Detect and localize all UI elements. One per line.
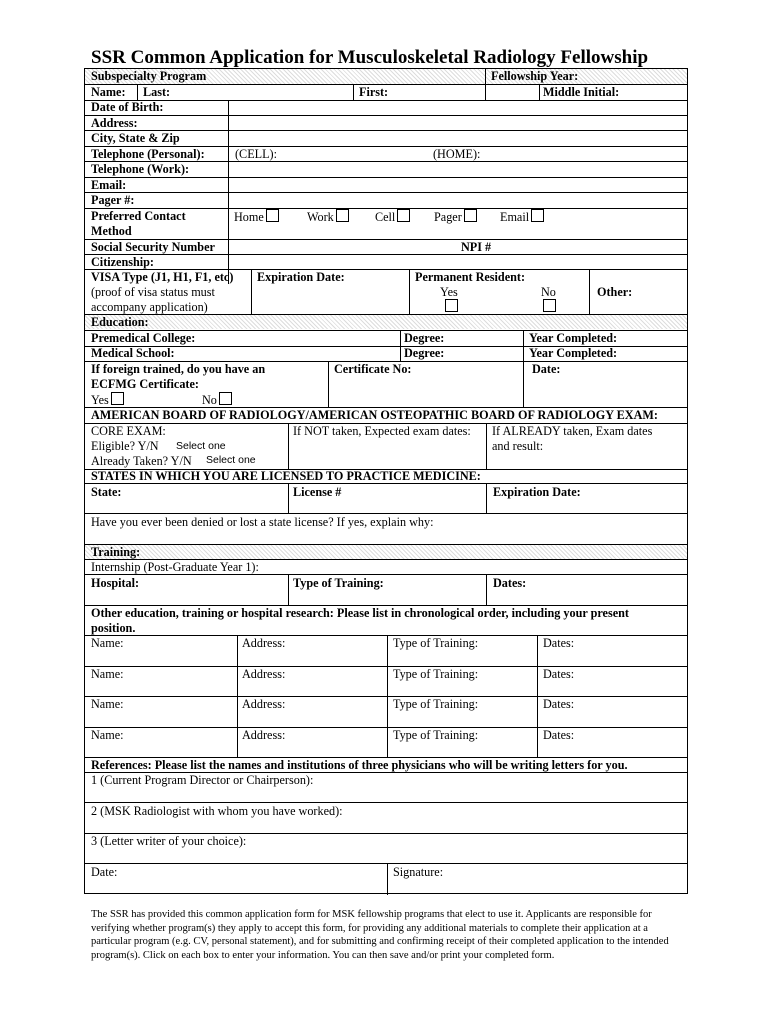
premed-degree-label: Degree: [404, 331, 445, 345]
education-heading: Education: [91, 315, 149, 329]
address-label: Address: [91, 116, 138, 130]
visa-type-label: VISA Type (J1, H1, F1, etc) [91, 270, 234, 284]
ecfmg-no-option[interactable]: No [202, 392, 232, 408]
already-taken-dates-label: If ALREADY taken, Exam dates [492, 424, 653, 438]
ecfmg-label: ECFMG Certificate: [91, 377, 199, 391]
contact-pager-option[interactable]: Pager [434, 209, 477, 225]
other-edu-name: Name: [91, 697, 124, 711]
checkbox[interactable] [111, 392, 124, 405]
reference-1-field[interactable]: 1 (Current Program Director or Chairperson): [91, 773, 314, 787]
shaded-band [85, 544, 687, 559]
ecfmg-date-label: Date: [532, 362, 561, 376]
perm-resident-yes-checkbox[interactable] [445, 299, 458, 312]
board-heading: AMERICAN BOARD OF RADIOLOGY/AMERICAN OSTEOPATHIC BOARD OF RADIOLOGY EXAM: [91, 408, 658, 422]
pager-label: Pager #: [91, 193, 135, 207]
date-field[interactable]: Date: [91, 865, 118, 879]
checkbox[interactable] [336, 209, 349, 222]
other-edu-dates: Dates: [543, 728, 575, 742]
dob-label: Date of Birth: [91, 100, 164, 114]
other-education-heading-2: position. [91, 621, 136, 635]
training-dates-label: Dates: [493, 576, 527, 590]
city-state-zip-label: City, State & Zip [91, 131, 180, 145]
checkbox[interactable] [531, 209, 544, 222]
visa-expiration-label: Expiration Date: [257, 270, 345, 284]
perm-resident-label: Permanent Resident: [415, 270, 526, 284]
visa-note: (proof of visa status must [91, 285, 215, 299]
visa-note-2: accompany application) [91, 300, 208, 314]
other-edu-address: Address: [242, 728, 286, 742]
training-type-label: Type of Training: [293, 576, 384, 590]
eligible-select[interactable]: Select one [176, 440, 226, 452]
fellowship-year-label: Fellowship Year: [491, 69, 579, 83]
other-edu-address: Address: [242, 667, 286, 681]
premed-year-label: Year Completed: [529, 331, 618, 345]
other-edu-address: Address: [242, 697, 286, 711]
not-taken-label: If NOT taken, Expected exam dates: [293, 424, 471, 438]
license-label: License # [293, 485, 342, 499]
checkbox[interactable] [219, 392, 232, 405]
other-education-heading: Other education, training or hospital research: Please list in chronological order, including your present [91, 606, 629, 620]
denied-license-question: Have you ever been denied or lost a state license? If yes, explain why: [91, 515, 434, 529]
references-heading: References: Please list the names and institutions of three physicians who will be writing letters for you. [91, 758, 628, 772]
preferred-contact-label: Preferred Contact [91, 209, 186, 223]
tel-work-label: Telephone (Work): [91, 162, 190, 176]
other-edu-address: Address: [242, 636, 286, 650]
application-form [84, 68, 688, 894]
cell-phone-field[interactable]: (CELL): [235, 147, 277, 161]
other-edu-type: Type of Training: [393, 697, 479, 711]
license-expiration-label: Expiration Date: [493, 485, 581, 499]
other-edu-type: Type of Training: [393, 728, 479, 742]
ecfmg-yes-option[interactable]: Yes [91, 392, 124, 408]
already-taken-label: Already Taken? Y/N [91, 454, 192, 468]
other-edu-name: Name: [91, 636, 124, 650]
footer-note: The SSR has provided this common application form for MSK fellowship programs that elect to use it. Applicants are responsible for verifying whether program(s) they apply to accept this form, for providing any additional materials to complete their application at a particular program (e.g. CV, personal statement), and for submitting and confirming receipt of their completed application to the intended program(s). Click on each box to enter your information. You can then save and/or print your completed form. [91, 909, 669, 961]
med-degree-label: Degree: [404, 346, 445, 360]
perm-resident-no-label: No [541, 285, 556, 299]
ssn-label: Social Security Number [91, 240, 215, 254]
preferred-contact-label-2: Method [91, 224, 132, 238]
core-exam-label: CORE EXAM: [91, 424, 166, 438]
other-edu-name: Name: [91, 667, 124, 681]
checkbox[interactable] [266, 209, 279, 222]
perm-resident-no-checkbox[interactable] [543, 299, 556, 312]
other-edu-name: Name: [91, 728, 124, 742]
eligible-label: Eligible? Y/N [91, 439, 159, 453]
signature-field[interactable]: Signature: [393, 865, 444, 879]
contact-home-option[interactable]: Home [234, 209, 279, 225]
foreign-trained-label: If foreign trained, do you have an [91, 362, 266, 376]
other-edu-dates: Dates: [543, 667, 575, 681]
shaded-band [85, 314, 687, 329]
internship-label: Internship (Post-Graduate Year 1): [91, 560, 259, 574]
already-taken-select[interactable]: Select one [206, 454, 256, 466]
other-label: Other: [597, 285, 633, 299]
contact-cell-option[interactable]: Cell [375, 209, 410, 225]
last-name-field[interactable]: Last: [143, 85, 171, 99]
middle-initial-field[interactable]: Middle Initial: [543, 85, 620, 99]
states-heading: STATES IN WHICH YOU ARE LICENSED TO PRACTICE MEDICINE: [91, 469, 481, 483]
citizenship-label: Citizenship: [91, 255, 154, 269]
email-label: Email: [91, 178, 127, 192]
hospital-label: Hospital: [91, 576, 140, 590]
state-label: State: [91, 485, 122, 499]
reference-2-field[interactable]: 2 (MSK Radiologist with whom you have worked): [91, 804, 343, 818]
med-year-label: Year Completed: [529, 346, 618, 360]
other-edu-dates: Dates: [543, 697, 575, 711]
contact-email-option[interactable]: Email [500, 209, 544, 225]
home-phone-field[interactable]: (HOME): [433, 147, 481, 161]
checkbox[interactable] [397, 209, 410, 222]
medical-school-label: Medical School: [91, 346, 175, 360]
training-heading: Training: [91, 545, 141, 559]
checkbox[interactable] [464, 209, 477, 222]
certificate-no-label: Certificate No: [334, 362, 412, 376]
tel-personal-label: Telephone (Personal): [91, 147, 205, 161]
already-taken-result-label: and result: [492, 439, 544, 453]
premedical-label: Premedical College: [91, 331, 196, 345]
reference-3-field[interactable]: 3 (Letter writer of your choice): [91, 834, 247, 848]
name-label: Name: [91, 85, 126, 99]
npi-label: NPI # [461, 240, 492, 254]
page-title: SSR Common Application for Musculoskeletal Radiology Fellowship [91, 47, 649, 68]
perm-resident-yes-label: Yes [440, 285, 458, 299]
first-name-field[interactable]: First: [359, 85, 389, 99]
contact-work-option[interactable]: Work [307, 209, 349, 225]
other-edu-dates: Dates: [543, 636, 575, 650]
subspecialty-program-label: Subspecialty Program [91, 69, 207, 83]
other-edu-type: Type of Training: [393, 636, 479, 650]
other-edu-type: Type of Training: [393, 667, 479, 681]
